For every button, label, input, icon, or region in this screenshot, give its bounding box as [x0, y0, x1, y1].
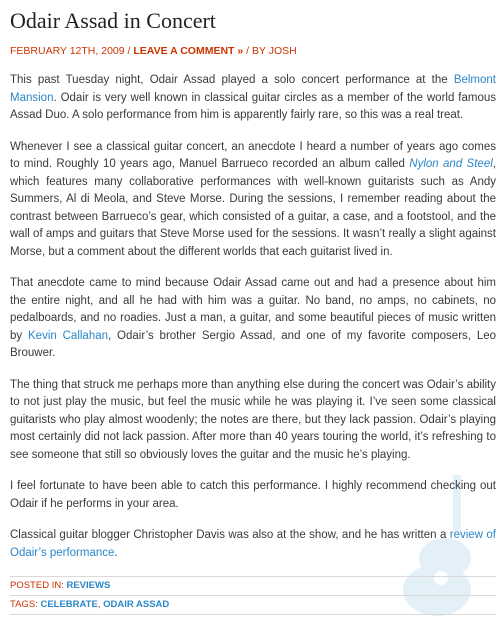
- post-date: FEBRUARY 12TH, 2009: [10, 45, 125, 57]
- paragraph-6: [10, 527, 496, 562]
- paragraph-5: [10, 478, 496, 513]
- paragraph-text: I feel fortunate to have been able to catch this performance. I highly recommend checking out Odair if he performs in your area.: [10, 480, 496, 510]
- paragraph-text: .: [114, 546, 118, 559]
- paragraph-2: [10, 139, 496, 262]
- paragraph-text: Classical guitar blogger Christopher Davis was also at the show, and he has written a: [10, 529, 450, 541]
- paragraph-3: [10, 275, 496, 363]
- paragraph-text: Whenever I see a classical guitar concert, an anecdote I heard a number of years ago comes to mind. Roughly 10 years ago, Manuel Barrueco recorded an album called: [10, 140, 496, 170]
- paragraph-text: , Odair’s brother Sergio Assad, and one of my favorite composers, Leo Brouwer.: [10, 329, 497, 359]
- nylon-and-steel-link[interactable]: Nylon and Steel: [409, 158, 493, 170]
- tag-odair-assad-link[interactable]: ODAIR ASSAD: [103, 599, 170, 610]
- paragraph-4: [10, 377, 496, 465]
- post-title: Odair Assad in Concert: [10, 8, 216, 33]
- tags-label: TAGS:: [10, 599, 41, 610]
- kevin-callahan-link[interactable]: Kevin Callahan: [28, 329, 109, 342]
- leave-comment-link[interactable]: LEAVE A COMMENT »: [133, 45, 244, 57]
- paragraph-text: , which features many collaborative performances with well-known guitarists such as Andy Summers, Al di Meola, and Steve Morse. During the sessions, I remember reading about the contrast between Barrueco’s gear, which consisted of a guitar, a case, and a footstool, and the wall of amps and guitars that Steve Morse used for the sessions. It wasn’t really a slight against Morse, but a comment about the different worlds that each guitarist lived in.: [10, 158, 496, 258]
- post-content: [10, 72, 496, 562]
- tag-celebrate-link[interactable]: CELEBRATE: [40, 599, 98, 610]
- belmont-mansion-link[interactable]: Belmont Mansion: [10, 74, 496, 104]
- review-link[interactable]: review of Odair’s performance: [10, 529, 496, 559]
- tags: [10, 596, 496, 614]
- category-reviews-link[interactable]: REVIEWS: [66, 580, 111, 591]
- post-author: JOSH: [268, 45, 297, 57]
- paragraph-text: This past Tuesday night, Odair Assad played a solo concert performance at the: [10, 74, 454, 86]
- paragraph-text: The thing that struck me perhaps more than anything else during the concert was Odair’s ability to not just play the music, but feel the music while he was playing it. I’ve seen some classical guitarists who play almost woodenly; the notes are there, but they lack passion. Odair’s playing most certainly did not lack passion. After more than 40 years touring the world, it’s refreshing to see someone that still so obviously loves the guitar and the music he’s playing.: [10, 378, 496, 461]
- tag-separator: ,: [97, 599, 104, 610]
- blog-post: [10, 6, 496, 615]
- posted-in-label: POSTED IN:: [10, 580, 67, 591]
- paragraph-1: [10, 72, 496, 125]
- paragraph-text: . Odair is very well known in classical guitar circles as a member of the world famous Assad Duo. A solo performance from him is apparently fairly rare, so this was a real treat.: [10, 91, 496, 121]
- meta-separator: /: [124, 45, 134, 57]
- paragraph-text: That anecdote came to mind because Odair Assad came out and had a presence about him the entire night, and all he had with him was a guitar. No band, no amps, no cabinets, no pedalboards, and no roadies. Just a man, a guitar, and some beautiful pieces of music written by: [10, 277, 496, 342]
- post-meta: [10, 44, 496, 58]
- footer-divider: [10, 614, 496, 615]
- posted-in: [10, 577, 496, 595]
- meta-by: / BY: [243, 45, 269, 57]
